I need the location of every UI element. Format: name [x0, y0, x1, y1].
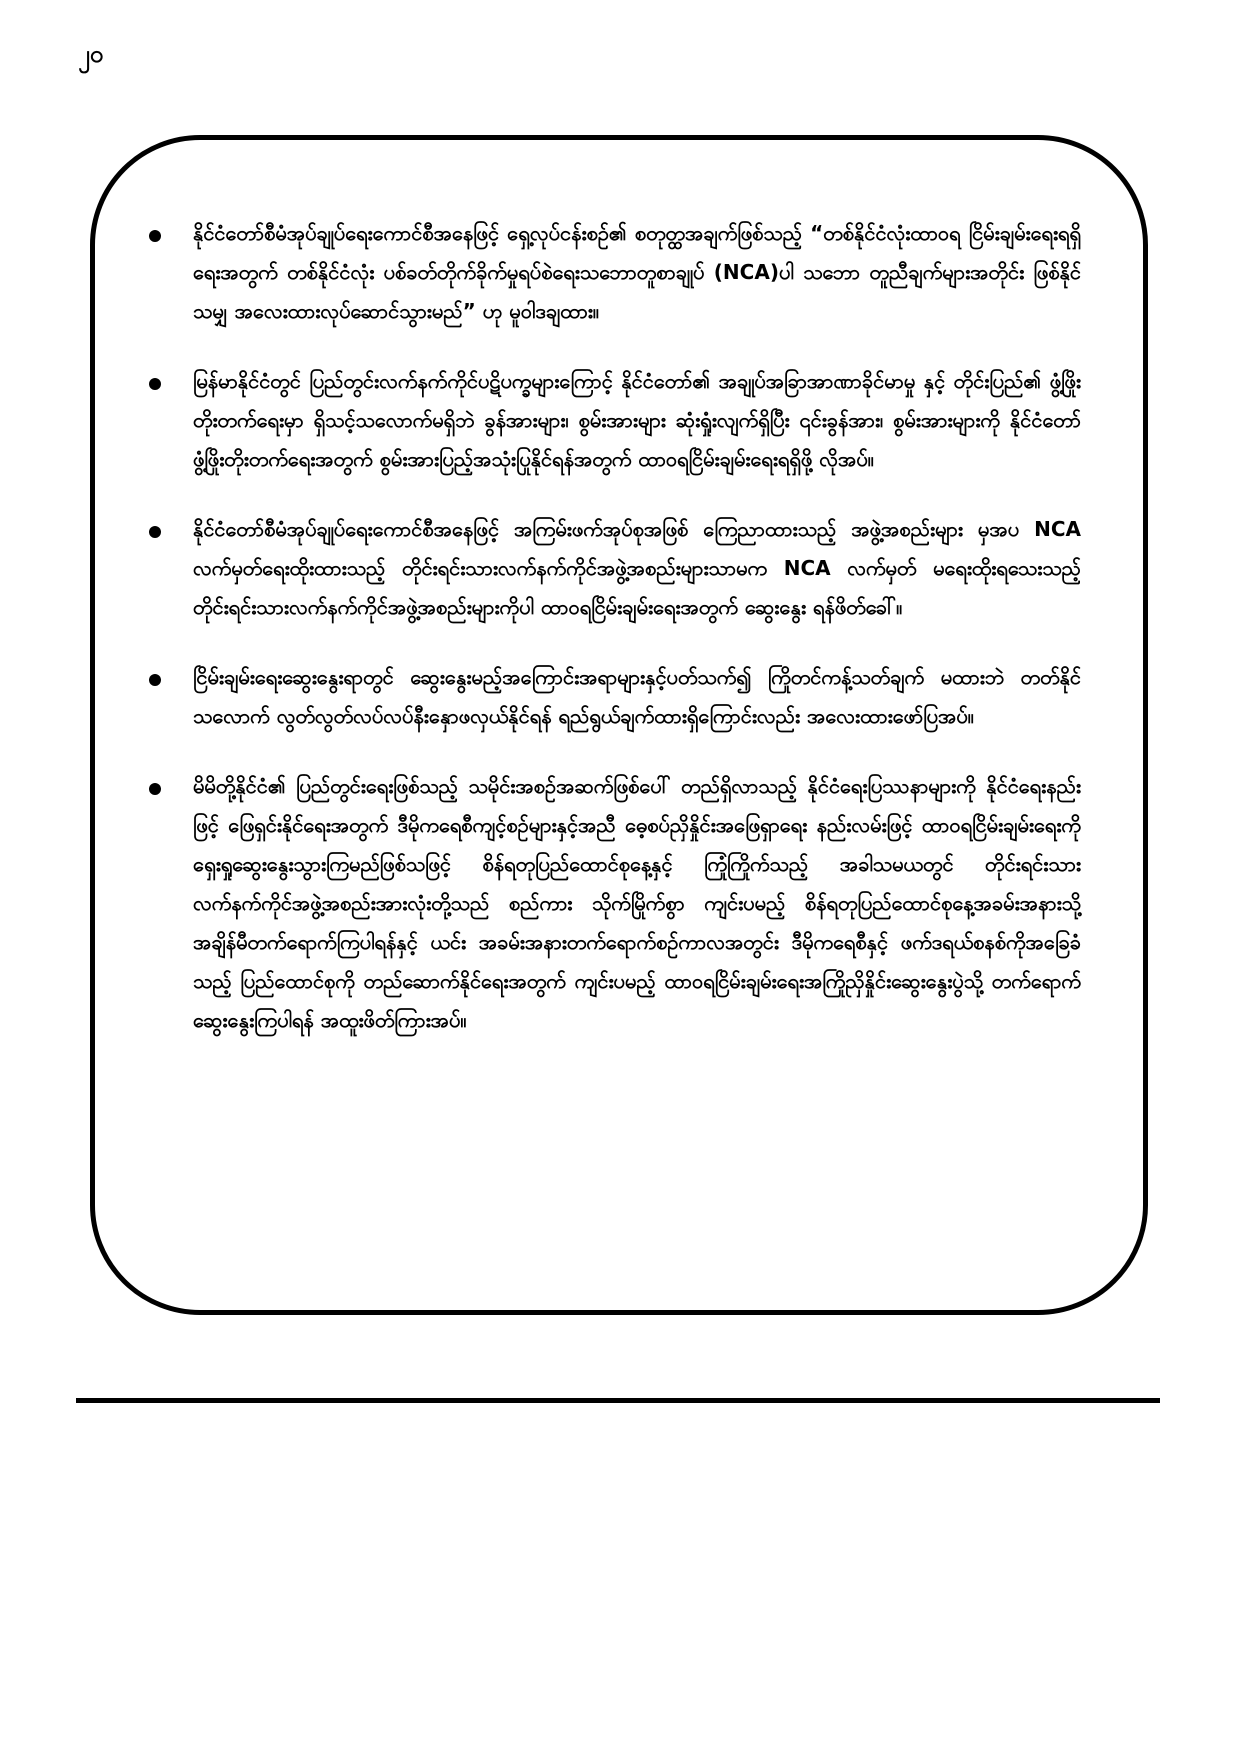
bullet-icon — [149, 230, 161, 242]
bullet-text: ငြိမ်းချမ်းရေးဆွေးနွေးရာတွင် ဆွေးနွေးမည့်အကြောင်းအရာများနှင့်ပတ်သက်၍ ကြိုတင်ကန့်သတ်ချက် မထားဘဲ တတ်နိုင်သလောက် လွတ်လွတ်လပ်လပ်နီးနှောဖလှယ်နိုင်ရန် ရည်ရွယ်ချက်ထားရှိကြောင်းလည်း အလေးထားဖော်ပြအပ်။ — [193, 665, 1081, 728]
bullet-icon — [149, 378, 161, 390]
statement-box — [90, 135, 1148, 1315]
bullet-icon — [149, 526, 161, 538]
page-number: ၂၀ — [78, 40, 104, 68]
list-item — [149, 362, 1081, 479]
bullet-icon — [149, 783, 161, 795]
list-item — [149, 658, 1081, 736]
list-item — [149, 767, 1081, 1040]
bullet-list — [149, 214, 1081, 1040]
list-item — [149, 510, 1081, 627]
bullet-icon — [149, 674, 161, 686]
bullet-text: မိမိတို့နိုင်ငံ၏ ပြည်တွင်းရေးဖြစ်သည့် သမိုင်းအစဉ်အဆက်ဖြစ်ပေါ် တည်ရှိလာသည့် နိုင်ငံရေးပြဿနာများကို နိုင်ငံရေးနည်းဖြင့် ဖြေရှင်းနိုင်ရေးအတွက် ဒီမိုကရေစီကျင့်စဉ်များနှင့်အညီ ဓေ့စပ်ညှိနှိုင်းအဖြေရှာရေး နည်းလမ်းဖြင့် ထာဝရငြိမ်းချမ်းရေးကို ရှေးရှုဆွေးနွေးသွားကြမည်ဖြစ်သဖြင့် စိန်ရတုပြည်ထောင်စုနေ့နှင့် ကြုံကြိုက်သည့် အခါသမယတွင် တိုင်းရင်းသားလက်နက်ကိုင်အဖွဲ့အစည်းအားလုံးတို့သည် စည်ကား သိုက်မြိုက်စွာ ကျင်းပမည့် စိန်ရတုပြည်ထောင်စုနေ့အခမ်းအနားသို့ အချိန်မီတက်ရောက်ကြပါရန်နှင့် ယင်း အခမ်းအနားတက်ရောက်စဉ်ကာလအတွင်း ဒီမိုကရေစီနှင့် ဖက်ဒရယ်စနစ်ကိုအခြေခံသည့် ပြည်ထောင်စုကို တည်ဆောက်နိုင်ရေးအတွက် ကျင်းပမည့် ထာဝရငြိမ်းချမ်းရေးအကြိုညှိနှိုင်းဆွေးနွေးပွဲသို့ တက်ရောက် ဆွေးနွေးကြပါရန် အထူးဖိတ်ကြားအပ်။ — [193, 774, 1081, 1032]
footer-divider — [76, 1398, 1160, 1403]
bullet-text: နိုင်ငံတော်စီမံအုပ်ချုပ်ရေးကောင်စီအနေဖြင့် ရှေ့လုပ်ငန်းစဉ်၏ စတုတ္ထအချက်ဖြစ်သည့် “တစ်နိုင်ငံလုံးထာဝရ ငြိမ်းချမ်းရေးရရှိရေးအတွက် တစ်နိုင်ငံလုံး ပစ်ခတ်တိုက်ခိုက်မှုရပ်စဲရေးသဘောတူစာချုပ် (NCA)ပါ သဘော တူညီချက်များအတိုင်း ဖြစ်နိုင်သမျှ အလေးထားလုပ်ဆောင်သွားမည်” ဟု မူဝါဒချထား။ — [193, 221, 1081, 323]
list-item — [149, 214, 1081, 331]
bullet-text: မြန်မာနိုင်ငံတွင် ပြည်တွင်းလက်နက်ကိုင်ပဋိပက္ခများကြောင့် နိုင်ငံတော်၏ အချုပ်အခြာအာဏာခိုင်မာမှု နှင့် တိုင်းပြည်၏ ဖွံ့ဖြိုးတိုးတက်ရေးမှာ ရှိသင့်သလောက်မရှိဘဲ ခွန်အားများ၊ စွမ်းအားများ ဆုံးရှုံးလျက်ရှိပြီး ၎င်းခွန်အား၊ စွမ်းအားများကို နိုင်ငံတော်ဖွံ့ဖြိုးတိုးတက်ရေးအတွက် စွမ်းအားပြည့်အသုံးပြုနိုင်ရန်အတွက် ထာဝရငြိမ်းချမ်းရေးရရှိဖို့ လိုအပ်။ — [193, 369, 1081, 471]
bullet-text: နိုင်ငံတော်စီမံအုပ်ချုပ်ရေးကောင်စီအနေဖြင့် အကြမ်းဖက်အုပ်စုအဖြစ် ကြေညာထားသည့် အဖွဲ့အစည်းများ မှအပ NCA လက်မှတ်ရေးထိုးထားသည့် တိုင်းရင်းသားလက်နက်ကိုင်အဖွဲ့အစည်းများသာမက NCA လက်မှတ် မရေးထိုးရသေးသည့်တိုင်းရင်းသားလက်နက်ကိုင်အဖွဲ့အစည်းများကိုပါ ထာဝရငြိမ်းချမ်းရေးအတွက် ဆွေးနွေး ရန်ဖိတ်ခေါ်။ — [193, 517, 1081, 619]
